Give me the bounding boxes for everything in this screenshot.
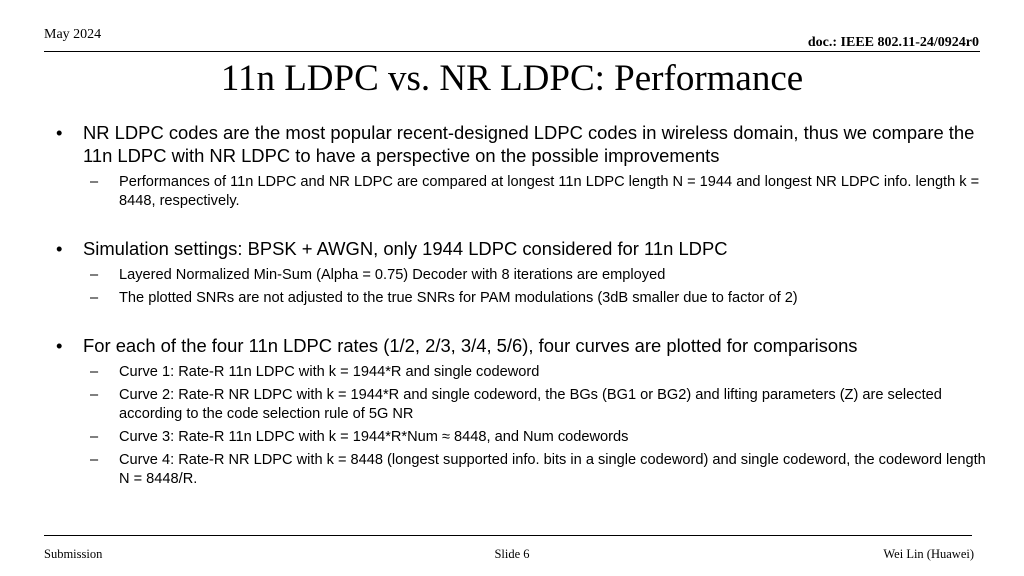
sub-bullet-item [56, 428, 996, 447]
bullet-item [56, 334, 996, 357]
bullet-icon: • [56, 122, 63, 143]
sub-bullet-text: Curve 2: Rate-R NR LDPC with k = 1944*R and single codeword, the BGs (BG1 or BG2) and lifting parameters (Z) are selected according to the code selection rule of 5G NR [119, 387, 942, 422]
footer-author: Wei Lin (Huawei) [883, 547, 974, 561]
dash-icon: – [90, 290, 99, 306]
sub-bullet-text: The plotted SNRs are not adjusted to the true SNRs for PAM modulations (3dB smaller due to factor of 2) [119, 290, 798, 306]
sub-bullet-item [56, 289, 996, 308]
bullet-icon: • [56, 238, 63, 259]
sub-bullet-text: Curve 3: Rate-R 11n LDPC with k = 1944*R*Num ≈ 8448, and Num codewords [119, 429, 629, 445]
slide-title: 11n LDPC vs. NR LDPC: Performance [220, 58, 804, 99]
header-date: May 2024 [44, 27, 102, 42]
dash-icon: – [90, 452, 99, 468]
header-doc-id: doc.: IEEE 802.11-24/0924r0 [807, 35, 979, 50]
bullet-item [56, 237, 996, 260]
sub-bullet-item [56, 386, 996, 424]
sub-bullet-text: Layered Normalized Min-Sum (Alpha = 0.75) Decoder with 8 iterations are employed [119, 267, 666, 283]
slide-body [56, 121, 996, 489]
dash-icon: – [90, 429, 99, 445]
sub-bullet-item [56, 173, 996, 211]
bullet-text: NR LDPC codes are the most popular recent-designed LDPC codes in wireless domain, thus we compare the 11n LDPC with NR LDPC to have a perspective on the possible improvements [83, 122, 975, 166]
bullet-text: Simulation settings: BPSK + AWGN, only 1944 LDPC considered for 11n LDPC [83, 238, 728, 259]
bullet-text: For each of the four 11n LDPC rates (1/2, 2/3, 3/4, 5/6), four curves are plotted for comparisons [83, 335, 858, 356]
bullet-icon: • [56, 335, 63, 356]
bullet-item [56, 121, 996, 167]
footer-submission: Submission [44, 547, 103, 561]
dash-icon: – [90, 267, 99, 283]
dash-icon: – [90, 364, 99, 380]
sub-bullet-text: Performances of 11n LDPC and NR LDPC are compared at longest 11n LDPC length N = 1944 and longest NR LDPC info. length k = 8448, respectively. [119, 174, 980, 209]
sub-bullet-item [56, 363, 996, 382]
footer-divider [44, 535, 972, 536]
sub-bullet-item [56, 266, 996, 285]
dash-icon: – [90, 174, 99, 190]
sub-bullet-item [56, 451, 996, 489]
footer-slide-number: Slide 6 [494, 547, 530, 561]
header-divider [44, 51, 980, 52]
dash-icon: – [90, 387, 99, 403]
sub-bullet-text: Curve 4: Rate-R NR LDPC with k = 8448 (longest supported info. bits in a single codeword) and single codeword, the codeword length N = 8448/R. [119, 452, 986, 487]
sub-bullet-text: Curve 1: Rate-R 11n LDPC with k = 1944*R and single codeword [119, 364, 540, 380]
